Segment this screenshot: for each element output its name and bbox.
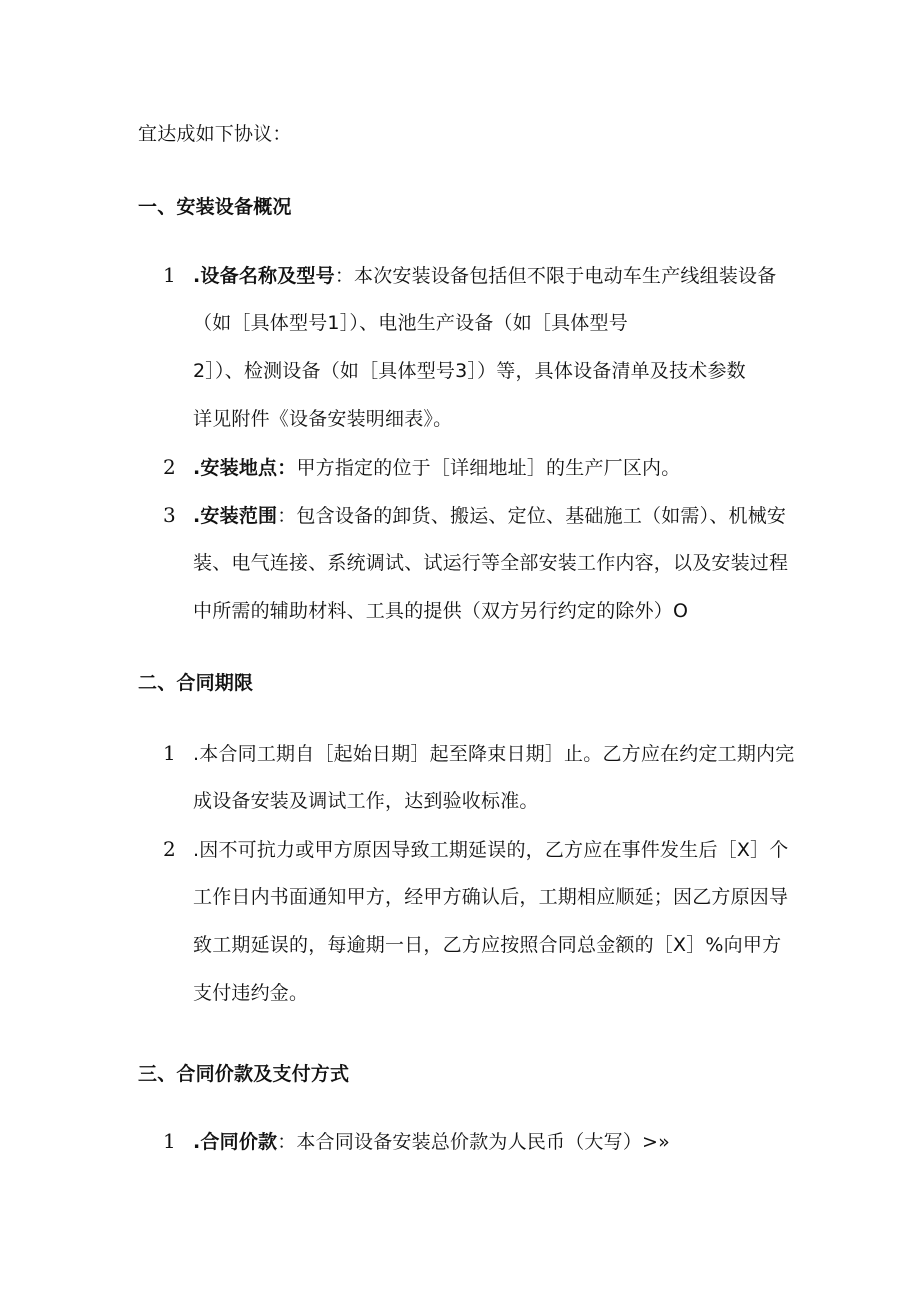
list-item-2-1 (163, 740, 794, 767)
item-text-line: ：本次安装设备包括但不限于电动车生产线组装设备 (334, 265, 777, 287)
item-separator: . (193, 457, 201, 479)
list-item-1-3 (163, 502, 786, 529)
item-number: 2 (163, 455, 176, 479)
item-number: 1 (163, 741, 176, 765)
item-text-line: 因不可抗力或甲方原因导致工期延误的，乙方应在事件发生后［X］个 (199, 839, 789, 861)
item-text-line: 支付违约金。 (193, 982, 309, 1004)
item-number: 1 (163, 263, 176, 287)
item-number: 3 (163, 503, 176, 527)
item-text-line: 中所需的辅助材料、工具的提供（双方另行约定的除外）O (193, 600, 689, 622)
item-separator: . (193, 505, 201, 527)
item-number: 2 (163, 837, 176, 861)
item-text-line: 工作日内书面通知甲方，经甲方确认后，工期相应顺延；因乙方原因导 (193, 886, 789, 908)
item-separator: . (193, 1131, 201, 1153)
item-text-line: 甲方指定的位于［详细地址］的生产厂区内。 (296, 457, 681, 479)
section-heading-1: 一、安装设备概况 (138, 196, 292, 218)
list-item-2-2 (163, 836, 788, 863)
item-text-line: （如［具体型号1］）、电池生产设备（如［具体型号 (193, 312, 628, 334)
intro-text: 宜达成如下协议： (138, 123, 292, 145)
item-separator: . (193, 839, 200, 861)
item-separator: . (193, 265, 201, 287)
item-separator: . (193, 743, 200, 765)
item-text-line: 成设备安装及调试工作，达到验收标准。 (193, 790, 539, 812)
item-text-line: 致工期延误的，每逾期一日，乙方应按照合同总金额的［X］%向甲方 (193, 934, 782, 956)
item-text-line: 详见附件《设备安装明细表》。 (193, 408, 453, 430)
item-text-line: 装、电气连接、系统调试、试运行等全部安装工作内容，以及安装过程 (193, 552, 789, 574)
list-item-1-1 (163, 262, 776, 289)
item-text-line: 2］）、检测设备（如［具体型号3］）等，具体设备清单及技术参数 (193, 360, 746, 382)
item-label: 安装地点： (200, 457, 297, 479)
item-text-line: ：包含设备的卸货、搬运、定位、基础施工（如需）、机械安 (277, 505, 787, 527)
item-text-line: 本合同工期自［起始日期］起至降束日期］止。乙方应在约定工期内完 (199, 743, 795, 765)
item-text-line: ：本合同设备安装总价款为人民币（大写）>» (277, 1131, 670, 1153)
item-number: 1 (163, 1129, 176, 1153)
section-heading-3: 三、合同价款及支付方式 (138, 1063, 350, 1085)
list-item-3-1 (163, 1128, 670, 1155)
item-label: 合同价款 (200, 1131, 278, 1153)
list-item-1-2 (163, 454, 680, 481)
item-label: 安装范围 (200, 505, 278, 527)
section-heading-2: 二、合同期限 (138, 672, 254, 694)
item-label: 设备名称及型号 (200, 265, 335, 287)
